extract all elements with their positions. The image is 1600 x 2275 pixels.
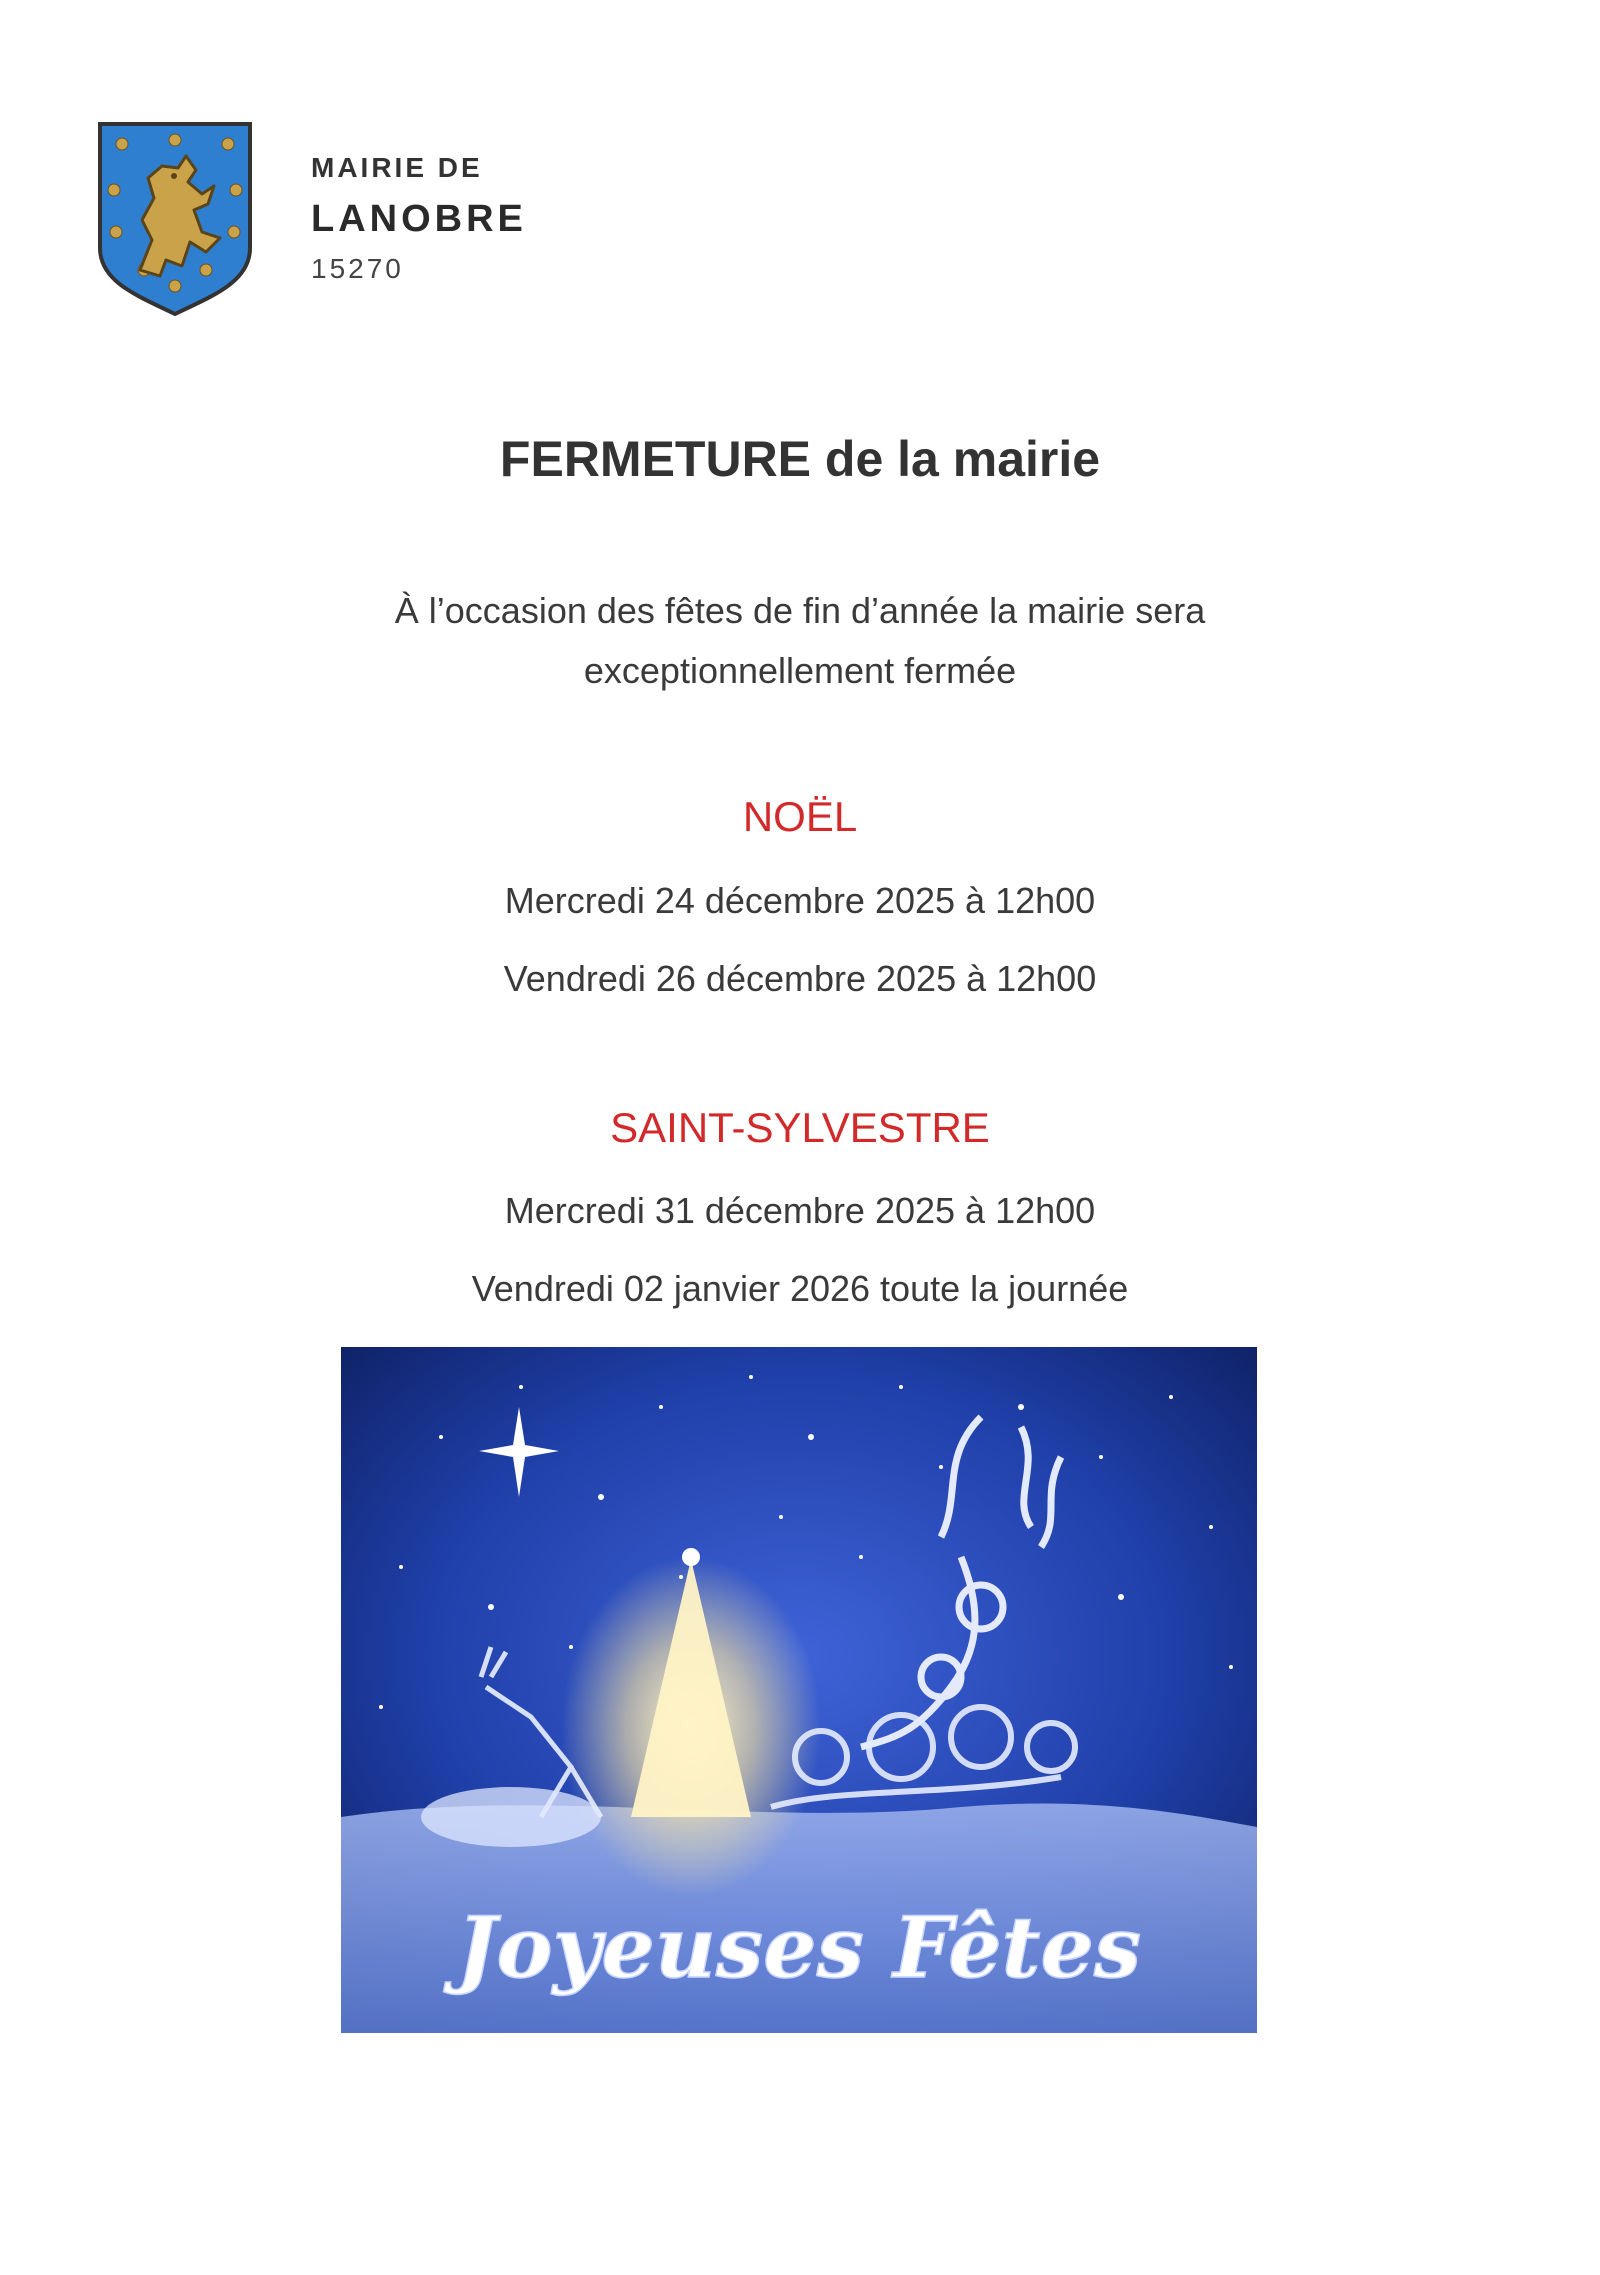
town-name: LANOBRE	[311, 198, 527, 240]
postal-code: 15270	[311, 253, 404, 284]
intro-text-line1: À l’occasion des fêtes de fin d’année la mairie sera	[394, 590, 1206, 631]
intro-text-line2: exceptionnellement fermée	[583, 650, 1017, 691]
closing-date: Vendredi 02 janvier 2026 toute la journée	[471, 1268, 1129, 1309]
greeting-caption: Joyeuses Fêtes	[456, 1898, 1142, 1997]
mairie-label: MAIRIE DE	[311, 152, 483, 183]
section-title-noel: NOËL	[742, 793, 858, 840]
closing-date: Mercredi 31 décembre 2025 à 12h00	[504, 1190, 1096, 1231]
section-title-saint-sylvestre: SAINT-SYLVESTRE	[610, 1104, 990, 1151]
closing-date: Mercredi 24 décembre 2025 à 12h00	[504, 880, 1096, 921]
closing-date: Vendredi 26 décembre 2025 à 12h00	[503, 958, 1097, 999]
coat-of-arms-logo	[94, 120, 256, 316]
mairie-header	[311, 152, 527, 285]
greeting-card-image	[341, 1347, 1257, 2033]
page-title: FERMETURE de la mairie	[499, 431, 1101, 487]
